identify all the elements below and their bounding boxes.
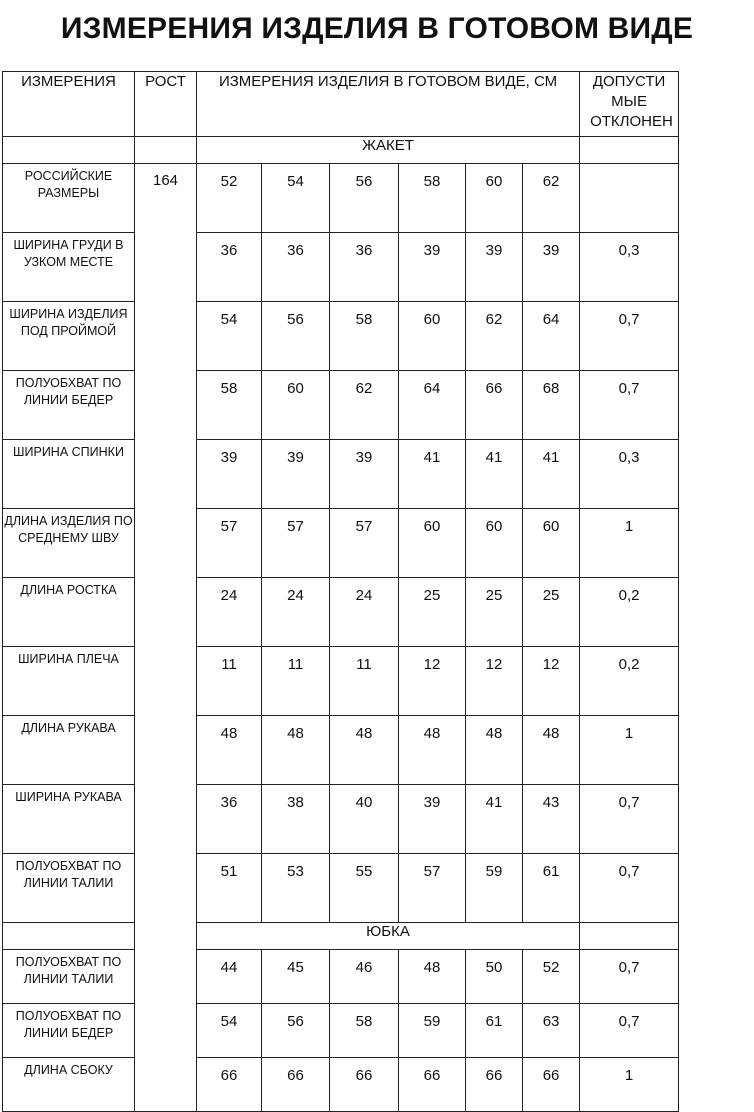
- size-value: 39: [399, 785, 466, 854]
- size-value: 55: [330, 854, 399, 923]
- size-value: 48: [523, 716, 580, 785]
- size-value: 54: [262, 164, 330, 233]
- size-value: 63: [523, 1004, 580, 1058]
- size-value: 66: [330, 1058, 399, 1112]
- size-value: 40: [330, 785, 399, 854]
- section-row: [3, 923, 679, 950]
- size-value: 39: [330, 440, 399, 509]
- size-value: 54: [197, 302, 262, 371]
- size-value: 52: [197, 164, 262, 233]
- measurements-table: [2, 71, 679, 1112]
- size-value: 66: [466, 1058, 523, 1112]
- measurements-table-body: [3, 72, 679, 1112]
- section-blank-cell: [580, 137, 679, 164]
- size-value: 43: [523, 785, 580, 854]
- tolerance-value: 0,3: [580, 233, 679, 302]
- header-tolerance: ДОПУСТИ МЫЕ ОТКЛОНЕН: [580, 72, 679, 137]
- size-value: 59: [466, 854, 523, 923]
- table-row: [3, 233, 679, 302]
- header-measurements: ИЗМЕРЕНИЯ: [3, 72, 135, 137]
- size-value: 58: [399, 164, 466, 233]
- size-value: 39: [523, 233, 580, 302]
- size-value: 36: [262, 233, 330, 302]
- table-row: [3, 440, 679, 509]
- size-value: 39: [399, 233, 466, 302]
- size-value: 66: [466, 371, 523, 440]
- size-value: 60: [399, 302, 466, 371]
- header-rost: РОСТ: [135, 72, 197, 137]
- section-row: [3, 137, 679, 164]
- size-value: 41: [399, 440, 466, 509]
- rost-value: 164: [135, 164, 197, 1112]
- table-row: [3, 164, 679, 233]
- row-label: ДЛИНА РОСТКА: [3, 578, 135, 647]
- size-value: 60: [523, 509, 580, 578]
- tolerance-value: 0,7: [580, 950, 679, 1004]
- table-row: [3, 509, 679, 578]
- size-value: 66: [399, 1058, 466, 1112]
- size-value: 24: [197, 578, 262, 647]
- tolerance-value: 0,3: [580, 440, 679, 509]
- size-value: 39: [466, 233, 523, 302]
- size-value: 11: [262, 647, 330, 716]
- size-value: 12: [466, 647, 523, 716]
- table-row: [3, 647, 679, 716]
- size-value: 25: [399, 578, 466, 647]
- row-label: ШИРИНА СПИНКИ: [3, 440, 135, 509]
- section-blank-cell: [3, 137, 135, 164]
- row-label: ДЛИНА РУКАВА: [3, 716, 135, 785]
- table-row: [3, 785, 679, 854]
- size-value: 50: [466, 950, 523, 1004]
- section-blank-cell: [580, 923, 679, 950]
- size-value: 60: [466, 509, 523, 578]
- section-name: ЮБКА: [197, 923, 580, 950]
- size-value: 25: [523, 578, 580, 647]
- size-value: 11: [330, 647, 399, 716]
- size-value: 52: [523, 950, 580, 1004]
- size-value: 41: [466, 785, 523, 854]
- section-blank-cell: [3, 923, 135, 950]
- table-row: [3, 1058, 679, 1112]
- size-value: 57: [262, 509, 330, 578]
- size-value: 36: [197, 785, 262, 854]
- page-title: ИЗМЕРЕНИЯ ИЗДЕЛИЯ В ГОТОВОМ ВИДЕ: [60, 12, 694, 45]
- header-row: [3, 72, 679, 137]
- size-value: 36: [197, 233, 262, 302]
- table-row: [3, 854, 679, 923]
- size-value: 66: [197, 1058, 262, 1112]
- size-value: 11: [197, 647, 262, 716]
- size-value: 56: [262, 1004, 330, 1058]
- section-blank-cell: [135, 137, 197, 164]
- tolerance-value: 1: [580, 509, 679, 578]
- tolerance-value: 0,7: [580, 371, 679, 440]
- size-value: 48: [466, 716, 523, 785]
- table-row: [3, 716, 679, 785]
- row-label: ШИРИНА ПЛЕЧА: [3, 647, 135, 716]
- size-value: 60: [262, 371, 330, 440]
- size-value: 64: [399, 371, 466, 440]
- size-value: 61: [466, 1004, 523, 1058]
- size-value: 60: [466, 164, 523, 233]
- size-value: 56: [262, 302, 330, 371]
- row-label: ШИРИНА РУКАВА: [3, 785, 135, 854]
- size-value: 60: [399, 509, 466, 578]
- size-value: 58: [330, 302, 399, 371]
- size-value: 24: [262, 578, 330, 647]
- size-value: 54: [197, 1004, 262, 1058]
- tolerance-value: 0,7: [580, 785, 679, 854]
- size-value: 45: [262, 950, 330, 1004]
- table-row: [3, 578, 679, 647]
- size-value: 62: [330, 371, 399, 440]
- size-value: 62: [523, 164, 580, 233]
- tolerance-value: 1: [580, 716, 679, 785]
- size-value: 48: [399, 950, 466, 1004]
- size-value: 39: [262, 440, 330, 509]
- tolerance-value: [580, 164, 679, 233]
- row-label: ПОЛУОБХВАТ ПО ЛИНИИ БЕДЕР: [3, 371, 135, 440]
- table-row: [3, 371, 679, 440]
- row-label: ШИРИНА ИЗДЕЛИЯ ПОД ПРОЙМОЙ: [3, 302, 135, 371]
- row-label: ДЛИНА ИЗДЕЛИЯ ПО СРЕДНЕМУ ШВУ: [3, 509, 135, 578]
- size-value: 57: [197, 509, 262, 578]
- size-value: 41: [523, 440, 580, 509]
- tolerance-value: 0,2: [580, 578, 679, 647]
- size-value: 66: [523, 1058, 580, 1112]
- tolerance-value: 0,7: [580, 854, 679, 923]
- table-row: [3, 1004, 679, 1058]
- size-value: 46: [330, 950, 399, 1004]
- size-value: 39: [197, 440, 262, 509]
- row-label: ДЛИНА СБОКУ: [3, 1058, 135, 1112]
- size-value: 12: [523, 647, 580, 716]
- size-value: 61: [523, 854, 580, 923]
- size-value: 48: [262, 716, 330, 785]
- size-value: 36: [330, 233, 399, 302]
- size-value: 59: [399, 1004, 466, 1058]
- size-value: 57: [399, 854, 466, 923]
- size-value: 66: [262, 1058, 330, 1112]
- tolerance-value: 1: [580, 1058, 679, 1112]
- size-value: 56: [330, 164, 399, 233]
- tolerance-value: 0,2: [580, 647, 679, 716]
- header-finished-dimensions: ИЗМЕРЕНИЯ ИЗДЕЛИЯ В ГОТОВОМ ВИДЕ, СМ: [197, 72, 580, 137]
- tolerance-value: 0,7: [580, 302, 679, 371]
- size-value: 53: [262, 854, 330, 923]
- size-value: 12: [399, 647, 466, 716]
- size-value: 51: [197, 854, 262, 923]
- size-value: 38: [262, 785, 330, 854]
- row-label: ПОЛУОБХВАТ ПО ЛИНИИ БЕДЕР: [3, 1004, 135, 1058]
- row-label: РОССИЙСКИЕ РАЗМЕРЫ: [3, 164, 135, 233]
- size-value: 48: [330, 716, 399, 785]
- table-row: [3, 302, 679, 371]
- size-value: 44: [197, 950, 262, 1004]
- row-label: ШИРИНА ГРУДИ В УЗКОМ МЕСТЕ: [3, 233, 135, 302]
- size-value: 25: [466, 578, 523, 647]
- size-value: 58: [330, 1004, 399, 1058]
- size-value: 58: [197, 371, 262, 440]
- size-value: 64: [523, 302, 580, 371]
- size-value: 48: [197, 716, 262, 785]
- row-label: ПОЛУОБХВАТ ПО ЛИНИИ ТАЛИИ: [3, 854, 135, 923]
- size-value: 62: [466, 302, 523, 371]
- size-value: 57: [330, 509, 399, 578]
- size-value: 41: [466, 440, 523, 509]
- table-row: [3, 950, 679, 1004]
- row-label: ПОЛУОБХВАТ ПО ЛИНИИ ТАЛИИ: [3, 950, 135, 1004]
- size-value: 68: [523, 371, 580, 440]
- section-name: ЖАКЕТ: [197, 137, 580, 164]
- size-value: 48: [399, 716, 466, 785]
- size-value: 24: [330, 578, 399, 647]
- tolerance-value: 0,7: [580, 1004, 679, 1058]
